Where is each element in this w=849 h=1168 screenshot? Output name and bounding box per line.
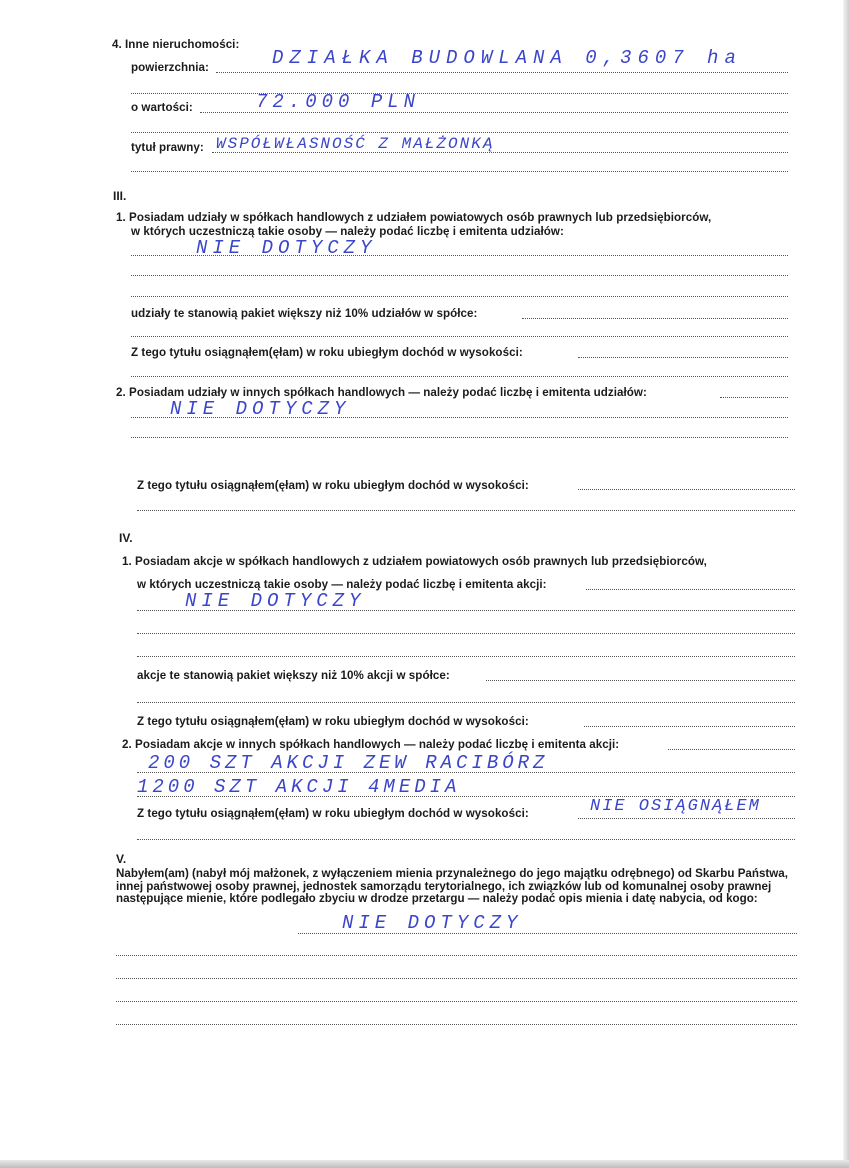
- dotted-line: [668, 749, 795, 750]
- dotted-line: [131, 275, 788, 276]
- dotted-line: [131, 376, 788, 377]
- section-iii-heading: III.: [113, 189, 127, 203]
- dotted-line: [720, 397, 788, 398]
- section-iv-heading: IV.: [119, 531, 133, 545]
- section-iv-q2-handwritten-answer-2: 1200 SZT AKCJI 4MEDIA: [137, 776, 461, 798]
- scan-edge-right: [843, 0, 849, 1168]
- value-handwritten-value: 72.000 PLN: [256, 91, 421, 113]
- dotted-line: [116, 1024, 797, 1025]
- dotted-line: [137, 610, 795, 611]
- dotted-line: [486, 680, 795, 681]
- area-handwritten-value: DZIAŁKA BUDOWLANA 0,3607 ha: [272, 47, 742, 69]
- dotted-line: [131, 171, 788, 172]
- dotted-line: [137, 510, 795, 511]
- dotted-line: [586, 589, 795, 590]
- section-iii-q1-line2: w których uczestniczą takie osoby — należy podać liczbę i emitenta udziałów:: [131, 225, 564, 238]
- dotted-line: [131, 437, 788, 438]
- dotted-line: [131, 255, 788, 256]
- dotted-line: [131, 336, 788, 337]
- dotted-line: [137, 633, 795, 634]
- dotted-line: [116, 1001, 797, 1002]
- legal-title-handwritten-value: WSPÓŁWŁASNOŚĆ Z MAŁŻONKĄ: [216, 135, 495, 153]
- section-iii-q1-handwritten-answer: NIE DOTYCZY: [196, 237, 377, 259]
- dotted-line: [116, 978, 797, 979]
- dotted-line: [578, 489, 795, 490]
- section-v-handwritten-answer: NIE DOTYCZY: [342, 912, 523, 934]
- dotted-line: [216, 72, 788, 73]
- dotted-line: [137, 702, 795, 703]
- section-iv-q2-income-handwritten-value: NIE OSIĄGNĄŁEM: [590, 797, 761, 816]
- dotted-line: [578, 818, 795, 819]
- dotted-line: [584, 726, 795, 727]
- section-iv-q1-income-label: Z tego tytułu osiągnąłem(ęłam) w roku ubiegłym dochód w wysokości:: [137, 715, 529, 728]
- dotted-line: [522, 318, 788, 319]
- section-iv-q1-handwritten-answer: NIE DOTYCZY: [185, 590, 366, 612]
- section-v-paragraph: Nabyłem(am) (nabył mój małżonek, z wyłączeniem mienia przynależnego do jego majątku odrębnego) od Skarbu Państwa, innej państwowej osoby prawnej, jednostek samorządu terytorialnego, ich związków lub od komunalnej osoby prawnej następujące mienie, które podlegało zbyciu w drodze przetargu — należy podać opis mienia i datę nabycia, od kogo:: [116, 867, 788, 905]
- section-iv-q2-handwritten-answer-1: 200 SZT AKCJI ZEW RACIBÓRZ: [148, 752, 549, 774]
- area-label: powierzchnia:: [131, 61, 209, 74]
- section-iii-q1-income-label: Z tego tytułu osiągnąłem(ęłam) w roku ubiegłym dochód w wysokości:: [131, 346, 523, 359]
- dotted-line: [131, 296, 788, 297]
- section-iii-q1-stake-label: udziały te stanowią pakiet większy niż 10% udziałów w spółce:: [131, 307, 478, 320]
- value-label: o wartości:: [131, 101, 193, 114]
- dotted-line: [137, 839, 795, 840]
- section-iv-q2-income-label: Z tego tytułu osiągnąłem(ęłam) w roku ubiegłym dochód w wysokości:: [137, 807, 529, 820]
- dotted-line: [137, 772, 795, 773]
- dotted-line: [137, 656, 795, 657]
- section-iii-q2-line1: 2. Posiadam udziały w innych spółkach handlowych — należy podać liczbę i emitenta udziałów:: [116, 386, 647, 399]
- dotted-line: [131, 132, 788, 133]
- section-iii-q2-income-label: Z tego tytułu osiągnąłem(ęłam) w roku ubiegłym dochód w wysokości:: [137, 479, 529, 492]
- section-iii-q1-line1: 1. Posiadam udziały w spółkach handlowych z udziałem powiatowych osób prawnych lub przedsiębiorców,: [116, 211, 712, 224]
- dotted-line: [116, 955, 797, 956]
- dotted-line: [131, 93, 788, 94]
- section-iv-q2-line1: 2. Posiadam akcje w innych spółkach handlowych — należy podać liczbę i emitenta akcji:: [122, 738, 620, 751]
- dotted-line: [131, 417, 788, 418]
- item4-label: 4. Inne nieruchomości:: [112, 38, 240, 51]
- scan-edge-bottom: [0, 1160, 849, 1168]
- section-v-heading: V.: [116, 852, 127, 866]
- legal-title-label: tytuł prawny:: [131, 141, 204, 154]
- section-iv-q1-line1: 1. Posiadam akcje w spółkach handlowych z udziałem powiatowych osób prawnych lub przedsiębiorców,: [122, 555, 707, 568]
- section-iv-q1-stake-label: akcje te stanowią pakiet większy niż 10% akcji w spółce:: [137, 669, 450, 682]
- section-iv-q1-line2: w których uczestniczą takie osoby — należy podać liczbę i emitenta akcji:: [137, 578, 547, 591]
- section-iii-q2-handwritten-answer: NIE DOTYCZY: [170, 398, 351, 420]
- dotted-line: [578, 357, 788, 358]
